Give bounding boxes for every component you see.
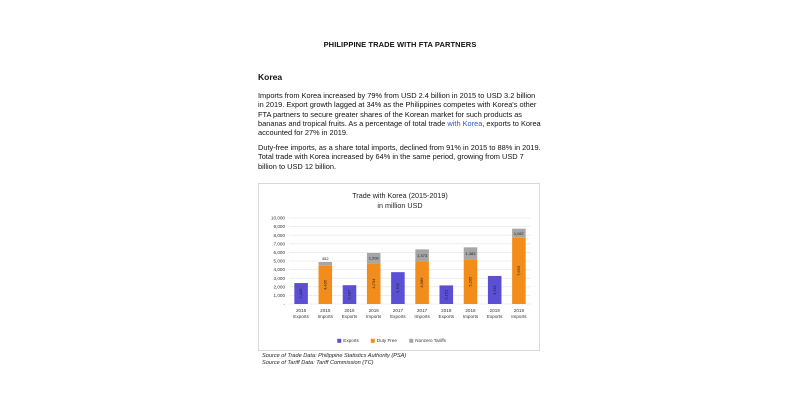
y-tick-label: 4,000 (273, 267, 285, 273)
data-label: 3,702 (394, 283, 400, 294)
data-label: 7,693 (515, 265, 521, 276)
data-label: 2,435 (298, 288, 304, 299)
data-label: 4,734 (370, 278, 376, 289)
x-tick-label: Imports (462, 314, 479, 319)
y-tick-label: 9,000 (273, 224, 285, 230)
x-tick-label: Imports (317, 314, 333, 319)
source-trade-data: Source of Trade Data: Philippine Statistics Authority (PSA) (262, 353, 407, 359)
x-tick-label: 2019 (489, 308, 500, 313)
x-tick-label: 2019 (513, 308, 525, 313)
data-label: 2,187 (346, 289, 352, 300)
paragraph-text: Imports from Korea increased by 79% from USD 2.4 billion in 2015 to USD 3.2 billion in 2019. Export growth lagged at 34% as the Philippines competes with Korea's other FTA partners to secure greater shares of the Korean market for such products as bananas and tropical fruits. As a percentage of total trade (258, 91, 537, 128)
chart-title: Trade with Korea (2015-2019) (352, 191, 448, 200)
data-label: 452 (321, 256, 329, 262)
x-tick-label: 2015 (295, 308, 307, 313)
x-tick-label: Imports (414, 314, 430, 319)
legend-swatch-exports (337, 339, 341, 343)
data-label: 5,205 (467, 276, 473, 287)
legend-label: Exports (343, 338, 359, 343)
data-label: 3,261 (491, 284, 497, 295)
y-tick-label: 6,000 (273, 250, 285, 255)
trade-chart (258, 183, 540, 351)
x-tick-label: 2016 (344, 308, 355, 313)
legend-swatch-nonzero-tariffs (409, 339, 413, 343)
y-tick-label: 8,000 (273, 232, 285, 238)
data-label: 1,373 (417, 252, 428, 258)
legend-label: Nonzero Tariffs (415, 338, 446, 343)
x-tick-label: Exports (438, 314, 455, 319)
chart-subtitle: in million USD (377, 201, 423, 210)
paragraph-duty-free: Duty-free imports, as a share total imports, declined from 91% in 2015 to 88% in 2019. Total trade with Korea increased by 64% in the same period, growing from USD 7 billion to USD 12 billion. (258, 143, 541, 171)
x-tick-label: 2018 (465, 308, 476, 313)
x-tick-label: Imports (366, 314, 382, 319)
x-tick-label: Exports (390, 314, 406, 319)
data-label: 1,200 (368, 255, 379, 261)
paragraph-text: , exports to Korea accounted for 27% in 2019. (258, 118, 541, 138)
x-tick-label: Exports (293, 314, 309, 319)
x-tick-label: 2016 (368, 308, 379, 313)
y-tick-label: 10,000 (270, 215, 285, 221)
x-tick-label: Imports (511, 314, 527, 319)
section-heading: Korea (258, 72, 283, 82)
x-tick-label: 2017 (416, 308, 428, 313)
source-tariff-data: Source of Tariff Data: Tariff Commission (TC) (262, 360, 374, 366)
paragraph-imports (258, 91, 541, 137)
y-tick-label: 5,000 (273, 258, 285, 264)
y-tick-label: 1,000 (273, 293, 285, 298)
y-tick-label: 2,000 (273, 284, 285, 290)
x-tick-label: Exports (486, 314, 503, 319)
trade-link[interactable]: with Korea (447, 118, 483, 128)
data-label: 2,161 (443, 289, 449, 300)
data-label: 4,435 (322, 279, 328, 290)
data-label: 1,383 (465, 250, 476, 256)
legend-swatch-duty-free (371, 339, 375, 343)
x-tick-label: 2018 (441, 308, 452, 313)
bar-nonzero-tariffs (319, 262, 333, 266)
data-label: 4,980 (419, 277, 425, 288)
y-tick-label: 7,000 (273, 241, 285, 247)
trade-chart-svg (259, 184, 541, 352)
x-tick-label: 2015 (320, 308, 331, 313)
document-title: PHILIPPINE TRADE WITH FTA PARTNERS (323, 40, 477, 49)
y-tick-label: - (283, 301, 285, 307)
data-label: 1,067 (513, 230, 524, 236)
y-tick-label: 3,000 (273, 275, 285, 281)
x-tick-label: 2017 (392, 308, 404, 313)
legend-label: Duty Free (376, 338, 397, 343)
x-tick-label: Exports (341, 314, 358, 319)
